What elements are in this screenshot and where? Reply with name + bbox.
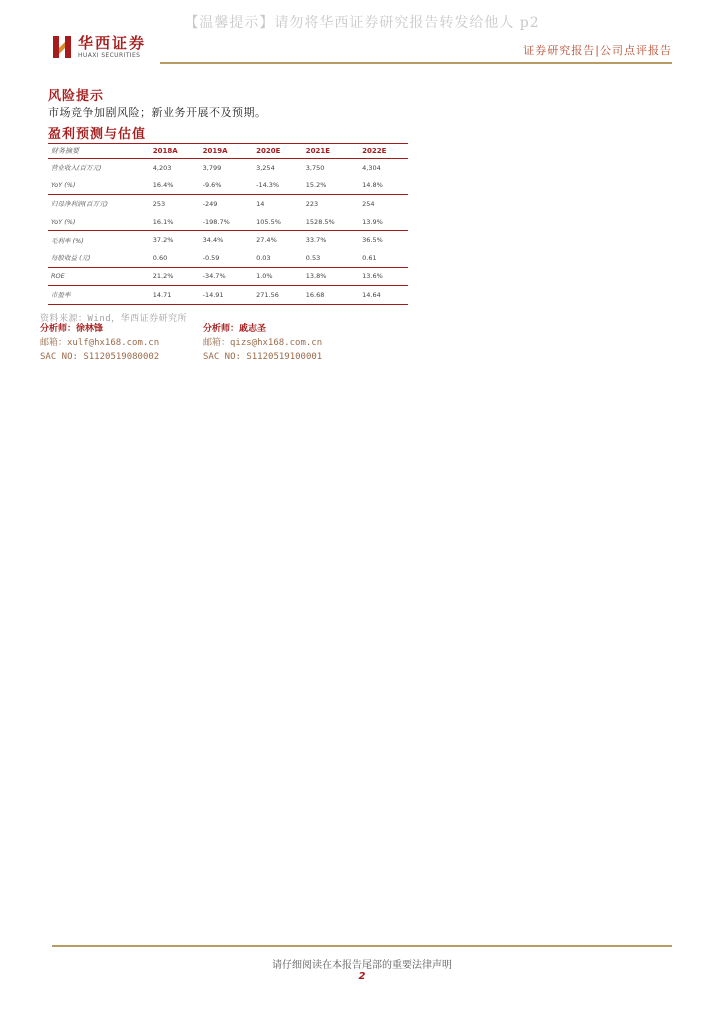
table-cell: 15.2% bbox=[303, 177, 359, 195]
report-type-label: 证券研究报告|公司点评报告 bbox=[523, 44, 672, 57]
table-row bbox=[48, 177, 408, 195]
huaxi-logo-icon bbox=[52, 34, 72, 60]
row-label: YoY (%) bbox=[48, 177, 150, 195]
analyst-email: 邮箱：qizs@hx168.com.cn bbox=[203, 338, 323, 348]
table-cell: 13.6% bbox=[359, 267, 408, 286]
table-header-cell: 2018A bbox=[150, 144, 200, 159]
table-header-cell: 2022E bbox=[359, 144, 408, 159]
analyst-name: 分析师：戚志圣 bbox=[203, 324, 267, 334]
table-cell: 14 bbox=[256, 199, 265, 208]
company-logo bbox=[52, 34, 146, 60]
table-header-cell: 2019A bbox=[200, 144, 253, 159]
table-header-row bbox=[48, 144, 408, 159]
table-cell: -198.7% bbox=[200, 213, 253, 231]
table-cell: 3,254 bbox=[256, 163, 275, 172]
table-cell: 37.2% bbox=[152, 236, 174, 245]
table-cell: 13.9% bbox=[359, 213, 408, 231]
table-cell: 0.53 bbox=[303, 249, 359, 267]
table-cell: 1.0% bbox=[253, 267, 303, 286]
analyst-card bbox=[40, 322, 159, 364]
watermark: 【温馨提示】请勿将华西证券研究报告转发给他人 p2 bbox=[184, 15, 540, 31]
table-row bbox=[48, 267, 408, 286]
table-row bbox=[48, 231, 408, 249]
row-label: YoY (%) bbox=[48, 213, 150, 231]
header-divider bbox=[160, 62, 672, 64]
row-label: 毛利率 (%) bbox=[51, 236, 84, 245]
table-cell: -9.6% bbox=[200, 177, 253, 195]
risk-section-title: 风险提示 bbox=[48, 89, 105, 104]
logo-en-text: HUAXI SECURITIES bbox=[78, 51, 141, 59]
forecast-section-title: 盈利预测与估值 bbox=[48, 127, 147, 142]
table-cell: -0.59 bbox=[200, 249, 253, 267]
table-cell: 13.8% bbox=[303, 267, 359, 286]
table-cell: 0.61 bbox=[359, 249, 408, 267]
table-header-cell: 2021E bbox=[303, 144, 359, 159]
table-cell: -14.91 bbox=[200, 286, 253, 305]
row-label: 营业收入(百万元) bbox=[51, 164, 102, 173]
table-cell: -249 bbox=[202, 199, 218, 208]
table-cell: 14.8% bbox=[359, 177, 408, 195]
table-cell: 223 bbox=[305, 199, 319, 208]
table-row bbox=[48, 213, 408, 231]
table-cell: 253 bbox=[152, 199, 166, 208]
analyst-name: 分析师：徐林锋 bbox=[40, 324, 104, 334]
table-cell: 27.4% bbox=[256, 236, 277, 245]
row-label: 市盈率 bbox=[48, 286, 150, 305]
table-cell: 105.5% bbox=[253, 213, 303, 231]
table-header-cell: 2020E bbox=[253, 144, 303, 159]
analyst-sac-number: SAC NO: S1120519080002 bbox=[40, 352, 160, 362]
logo-cn-text: 华西证券 bbox=[78, 33, 147, 52]
page-number: 2 bbox=[358, 971, 366, 982]
table-cell: 3,750 bbox=[305, 163, 325, 172]
table-cell: 14.71 bbox=[150, 286, 200, 305]
table-cell: 16.68 bbox=[303, 286, 359, 305]
table-cell: 271.56 bbox=[253, 286, 303, 305]
analyst-card bbox=[203, 322, 322, 364]
risk-text: 市场竞争加剧风险；新业务开展不及预期。 bbox=[48, 106, 267, 119]
analyst-email: 邮箱：xulf@hx168.com.cn bbox=[40, 338, 160, 348]
table-row bbox=[48, 195, 408, 213]
table-row bbox=[48, 286, 408, 305]
footer-divider bbox=[52, 945, 672, 947]
row-label: 每股收益 (元) bbox=[48, 249, 150, 267]
row-label: 归母净利润(百万元) bbox=[51, 200, 109, 209]
table-cell: 254 bbox=[362, 199, 375, 208]
table-cell: 4,203 bbox=[152, 163, 172, 172]
analyst-sac-number: SAC NO: S1120519100001 bbox=[203, 352, 323, 362]
table-row bbox=[48, 159, 408, 177]
table-cell: 36.5% bbox=[362, 236, 383, 245]
table-cell: 1528.5% bbox=[303, 213, 359, 231]
data-source-note: 资料来源：Wind，华西证券研究所 bbox=[40, 314, 188, 324]
table-cell: 34.4% bbox=[202, 236, 224, 245]
table-header-cell: 财务摘要 bbox=[48, 144, 150, 159]
table-cell: 33.7% bbox=[305, 236, 327, 245]
table-cell: 14.64 bbox=[359, 286, 408, 305]
table-cell: 4,304 bbox=[362, 163, 381, 172]
table-cell: 16.1% bbox=[150, 213, 200, 231]
financial-summary-table bbox=[48, 143, 408, 305]
table-cell: 21.2% bbox=[150, 267, 200, 286]
table-cell: -34.7% bbox=[200, 267, 253, 286]
table-cell: 0.03 bbox=[253, 249, 303, 267]
legal-notice: 请仔细阅读在本报告尾部的重要法律声明 bbox=[272, 960, 452, 971]
table-row bbox=[48, 249, 408, 267]
table-cell: 0.60 bbox=[150, 249, 200, 267]
table-cell: -14.3% bbox=[253, 177, 303, 195]
row-label: ROE bbox=[48, 267, 150, 286]
table-cell: 16.4% bbox=[150, 177, 200, 195]
table-cell: 3,799 bbox=[202, 163, 222, 172]
